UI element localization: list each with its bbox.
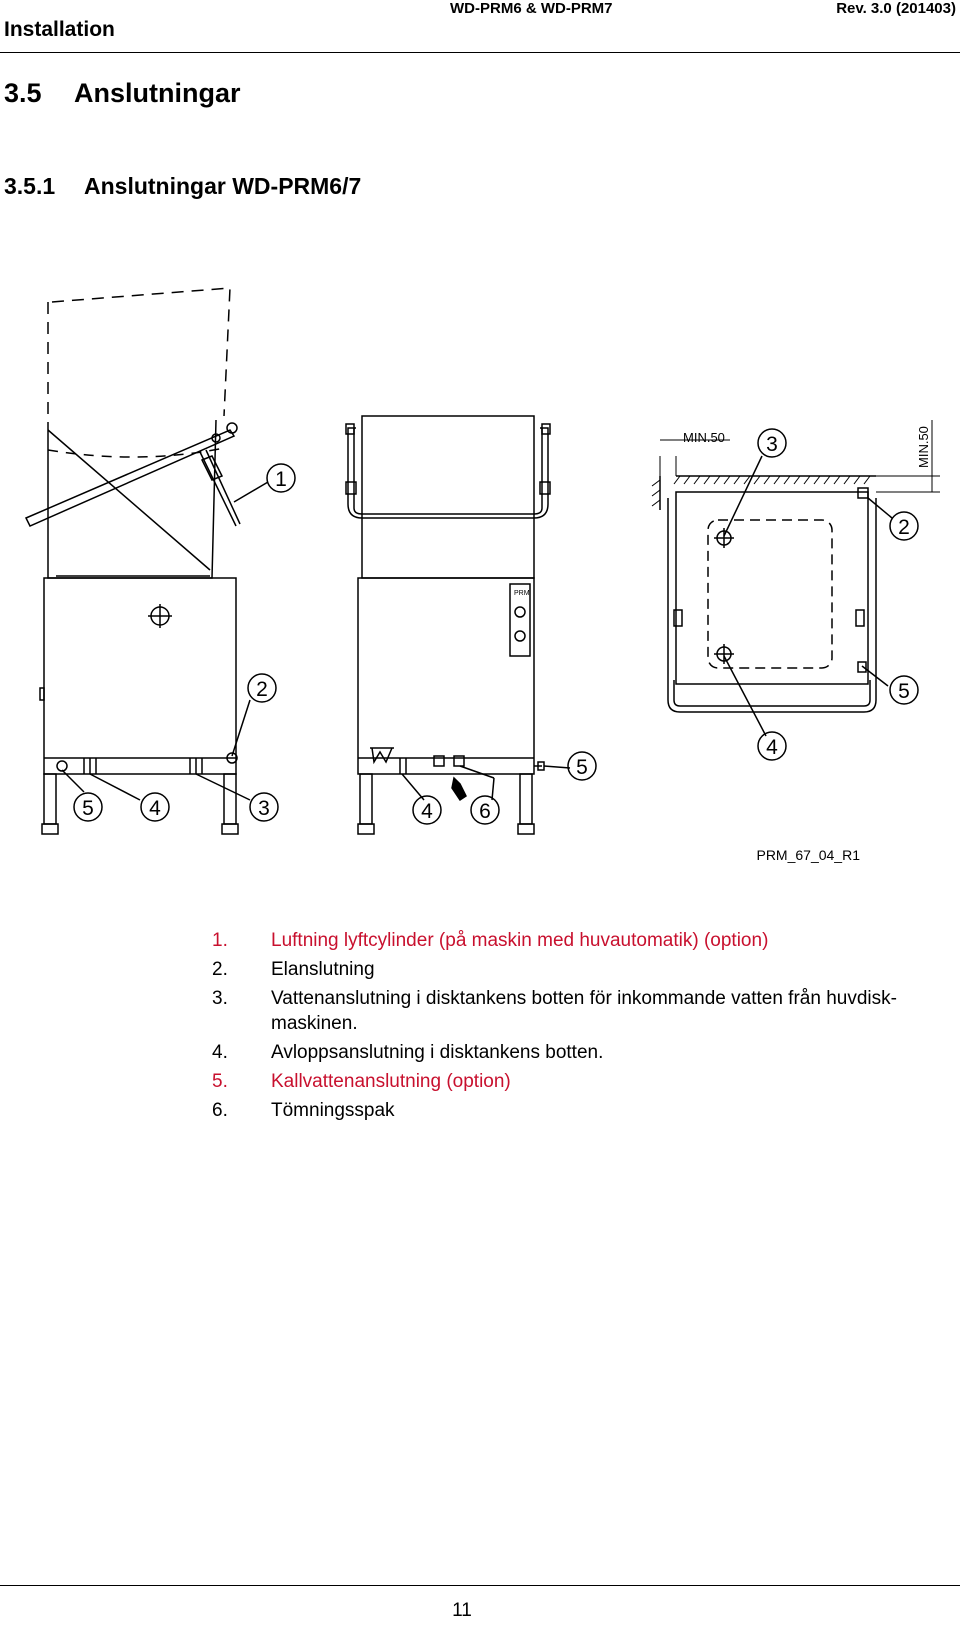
callout-6: 6 (479, 800, 491, 823)
connections-diagram (0, 280, 960, 900)
callout-2: 2 (256, 678, 268, 701)
top-view-machine (652, 420, 940, 736)
connection-item-text: Kallvattenanslutning (option) (271, 1071, 511, 1092)
header-rule (0, 52, 960, 53)
callout-4: 4 (421, 800, 433, 823)
connection-list (212, 926, 960, 1125)
footer-rule (0, 1585, 960, 1586)
panel-label: PRM (514, 590, 530, 597)
subsection-number: 3.5.1 (4, 173, 56, 199)
callout-5: 5 (576, 756, 588, 779)
callout-3: 3 (766, 433, 778, 456)
connection-item (212, 984, 960, 1038)
connection-item-number: 4. (212, 1042, 228, 1063)
connection-item (212, 1038, 960, 1067)
connection-item-text: Avloppsanslutning i disktankens botten. (271, 1042, 604, 1063)
connection-item (212, 955, 960, 984)
header-section: Installation (4, 18, 115, 41)
callout-5: 5 (82, 797, 94, 820)
callout-1: 1 (275, 468, 287, 491)
subsection-heading (4, 173, 361, 200)
section-number: 3.5 (4, 78, 42, 108)
connection-item (212, 926, 960, 955)
clearance-label-top: MIN.50 (683, 430, 725, 445)
page-number: 11 (452, 1600, 472, 1621)
connection-item-text: Elanslutning (271, 959, 375, 980)
header-revision: Rev. 3.0 (201403) (836, 0, 956, 17)
header-product: WD-PRM6 & WD-PRM7 (450, 0, 613, 17)
callout-4: 4 (766, 736, 778, 759)
callout-5: 5 (898, 680, 910, 703)
connection-item-number: 1. (212, 930, 228, 951)
callout-circles (74, 429, 918, 824)
connection-item-text: Vattenanslutning i disktankens botten för inkommande vatten från huvdisk-maskinen. (271, 988, 897, 1034)
callout-4: 4 (149, 797, 161, 820)
connection-item-number: 2. (212, 959, 228, 980)
section-heading (4, 78, 241, 109)
side-view-machine (26, 288, 268, 834)
clearance-label-side: MIN.50 (916, 426, 931, 468)
subsection-title: Anslutningar WD-PRM6/7 (84, 173, 362, 199)
connection-item (212, 1096, 960, 1125)
connection-item-number: 3. (212, 988, 228, 1009)
callout-3: 3 (258, 797, 270, 820)
figure-id: PRM_67_04_R1 (756, 847, 860, 863)
connection-item-text: Luftning lyftcylinder (på maskin med huvautomatik) (option) (271, 930, 769, 951)
connection-item (212, 1067, 960, 1096)
connection-item-number: 5. (212, 1071, 228, 1092)
connection-item-number: 6. (212, 1100, 228, 1121)
section-title: Anslutningar (74, 78, 241, 108)
front-view-machine (346, 416, 570, 834)
connection-item-text: Tömningsspak (271, 1100, 395, 1121)
callout-2: 2 (898, 516, 910, 539)
